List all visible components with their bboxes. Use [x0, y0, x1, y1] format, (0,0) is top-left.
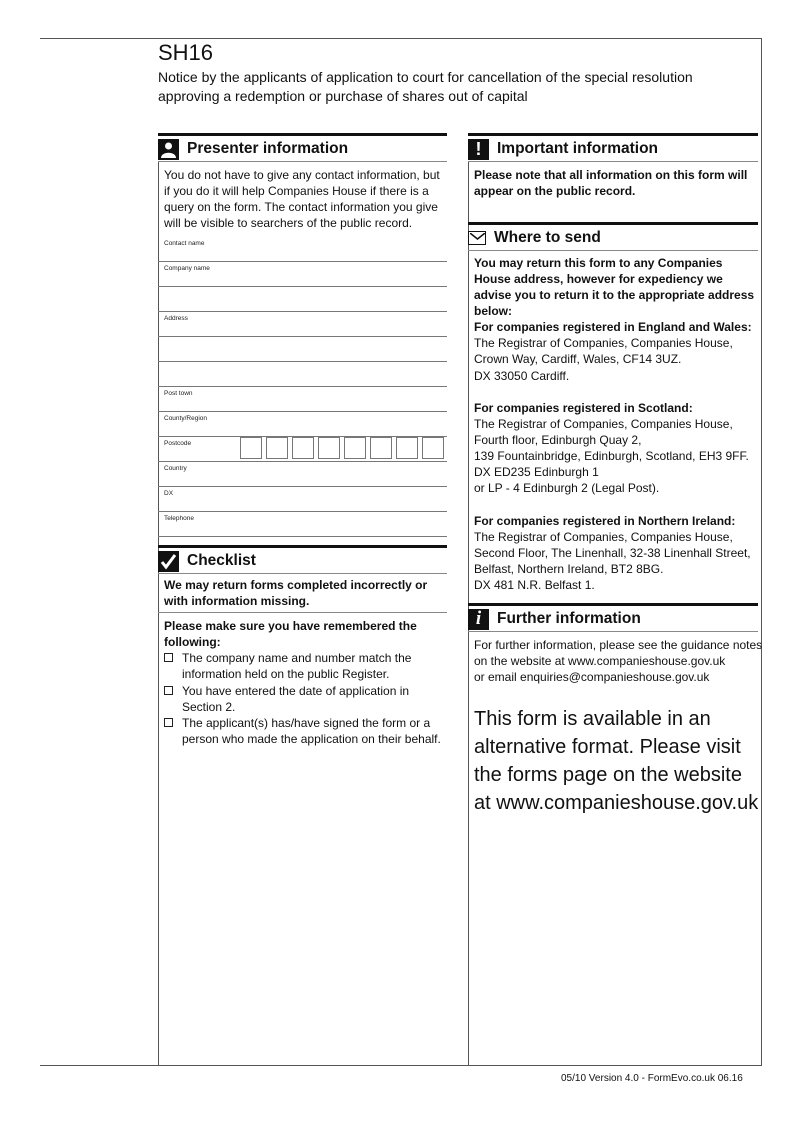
ni-address-line: Belfast, Northern Ireland, BT2 8BG.: [474, 562, 664, 576]
presenter-divider: [158, 161, 447, 162]
checklist-item: [164, 715, 444, 747]
ni-address-line: Second Floor, The Linenhall, 32-38 Linenhall Street,: [474, 546, 751, 560]
dx-field[interactable]: [158, 488, 447, 512]
ni-address-line: The Registrar of Companies, Companies House,: [474, 530, 733, 544]
where-to-send-intro: You may return this form to any Companies House address, however for expediency we advise you to return it to the appropriate address below:: [474, 256, 755, 318]
scotland-address-line: The Registrar of Companies, Companies House,: [474, 417, 733, 431]
checkmark-icon: [158, 551, 179, 572]
presenter-section-header: [158, 133, 447, 162]
further-info-section-header: [468, 603, 758, 632]
postcode-box[interactable]: [344, 437, 366, 459]
address-field-line3[interactable]: [158, 363, 447, 387]
postcode-box[interactable]: [422, 437, 444, 459]
further-info-line: on the website at www.companieshouse.gov.uk: [474, 654, 726, 668]
country-label: Country: [164, 465, 187, 472]
postcode-box[interactable]: [240, 437, 262, 459]
top-rule: [40, 38, 762, 39]
postcode-box[interactable]: [266, 437, 288, 459]
postcode-box[interactable]: [396, 437, 418, 459]
person-icon: [158, 139, 179, 160]
scotland-address-line: DX ED235 Edinburgh 1: [474, 465, 599, 479]
checkbox[interactable]: [164, 653, 173, 662]
checklist-divider-2: [158, 612, 447, 613]
presenter-intro: You do not have to give any contact information, but if you do it will help Companies House if there is a query on the form. The contact information you give will be visible to searchers of the public record.: [164, 168, 440, 230]
postcode-box[interactable]: [318, 437, 340, 459]
post-town-label: Post town: [164, 390, 193, 397]
further-info-line: For further information, please see the guidance notes: [474, 638, 763, 652]
contact-name-label: Contact name: [164, 240, 205, 247]
envelope-icon: [468, 231, 486, 245]
checkbox[interactable]: [164, 718, 173, 727]
postcode-box[interactable]: [370, 437, 392, 459]
presenter-heading: Presenter information: [187, 140, 349, 157]
postcode-box[interactable]: [292, 437, 314, 459]
where-to-send-section-header: [468, 222, 758, 251]
further-info-line: or email enquiries@companieshouse.gov.uk: [474, 670, 710, 684]
scotland-address-title: For companies registered in Scotland:: [474, 401, 693, 415]
checkbox[interactable]: [164, 686, 173, 695]
county-field[interactable]: [158, 413, 447, 437]
company-name-field-line2[interactable]: [158, 288, 447, 312]
scotland-address-line: 139 Fountainbridge, Edinburgh, Scotland, EH3 9FF.: [474, 449, 749, 463]
checklist-section-header: [158, 545, 447, 574]
postcode-label: Postcode: [164, 440, 192, 447]
address-label: Address: [164, 315, 188, 322]
checklist-item: [164, 650, 444, 682]
ni-address-title: For companies registered in Northern Ireland:: [474, 514, 736, 528]
checklist-item-text: The company name and number match the information held on the public Register.: [182, 651, 412, 681]
address-field[interactable]: [158, 313, 447, 337]
postcode-boxes: [240, 437, 448, 461]
county-label: County/Region: [164, 415, 207, 422]
where-to-send-heading: Where to send: [494, 229, 601, 246]
company-name-label: Company name: [164, 265, 210, 272]
address-field-line2[interactable]: [158, 338, 447, 362]
important-divider: [468, 161, 758, 162]
england-address-title: For companies registered in England and Wales:: [474, 320, 752, 334]
post-town-field[interactable]: [158, 388, 447, 412]
checklist-item-text: The applicant(s) has/have signed the form or a person who made the application on their behalf.: [182, 716, 441, 746]
ni-address-line: DX 481 N.R. Belfast 1.: [474, 578, 595, 592]
where-to-send-divider: [468, 250, 758, 251]
important-section-header: [468, 133, 758, 162]
company-name-field[interactable]: [158, 263, 447, 287]
dx-label: DX: [164, 490, 174, 497]
right-border: [761, 38, 762, 1065]
exclamation-icon: !: [468, 139, 489, 160]
telephone-label: Telephone: [164, 515, 194, 522]
important-text: Please note that all information on this form will appear on the public record.: [474, 168, 748, 198]
checklist-intro: Please make sure you have remembered the following:: [164, 619, 417, 649]
further-info-heading: Further information: [497, 610, 641, 627]
scotland-address-line: or LP - 4 Edinburgh 2 (Legal Post).: [474, 481, 660, 495]
bottom-rule: [40, 1065, 762, 1066]
important-heading: Important information: [497, 140, 659, 157]
form-title: Notice by the applicants of application to court for cancellation of the special resolution approving a redemption or purchase of shares out of capital: [158, 69, 693, 104]
checklist-divider: [158, 573, 447, 574]
checklist-item-text: You have entered the date of application in Section 2.: [182, 684, 410, 714]
alternative-format-notice: This form is available in an alternative format. Please visit the forms page on the website at www.companieshouse.gov.uk: [474, 708, 759, 814]
scotland-address-line: Fourth floor, Edinburgh Quay 2,: [474, 433, 642, 447]
checklist-heading: Checklist: [187, 552, 256, 569]
england-address-line: The Registrar of Companies, Companies House,: [474, 336, 733, 350]
england-address-line: DX 33050 Cardiff.: [474, 369, 570, 383]
country-field[interactable]: [158, 463, 447, 487]
further-info-divider: [468, 631, 758, 632]
checklist-item: [164, 683, 444, 715]
version-footer: 05/10 Version 4.0 - FormEvo.co.uk 06.16: [561, 1073, 743, 1084]
england-address-line: Crown Way, Cardiff, Wales, CF14 3UZ.: [474, 352, 682, 366]
contact-name-field[interactable]: [158, 238, 447, 262]
form-code: SH16: [158, 40, 214, 65]
telephone-field[interactable]: [158, 513, 447, 537]
info-icon: i: [468, 609, 489, 630]
checklist-warning: We may return forms completed incorrectly or with information missing.: [164, 578, 428, 608]
